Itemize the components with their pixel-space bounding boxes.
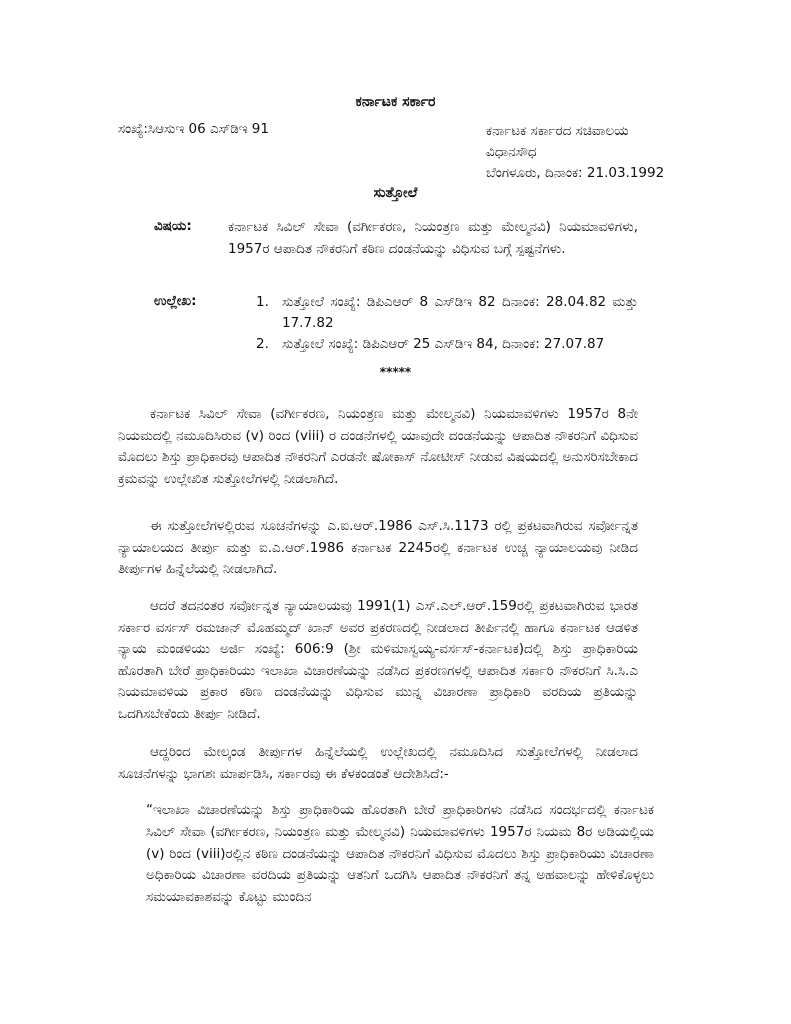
body-paragraph-1: ಕರ್ನಾಟಕ ಸಿವಿಲ್ ಸೇವಾ (ವರ್ಗೀಕರಣ, ನಿಯಂತ್ರಣ ಮತ್ತು ಮೇಲ್ಮನವಿ) ನಿಯಮಾವಳಿಗಳು 1957ರ 8ನೇ ನಿಯಮದಲ್ಲಿ ನಮೂದಿಸಿರುವ (v) ರಿಂದ (viii) ರ ದಂಡನೆಗಳಲ್ಲಿ ಯಾವುದೇ ದಂಡನೆಯನ್ನು ಆಪಾದಿತ ನೌಕರನಿಗೆ ವಿಧಿಸುವ ಮೊದಲು ಶಿಸ್ತು ಪ್ರಾಧಿಕಾರವು ಆಪಾದಿತ ನೌಕರನಿಗೆ ಎರಡನೇ ಷೋಕಾಸ್ ನೋಟೀಸ್ ನೀಡುವ ವಿಷಯದಲ್ಲಿ ಅನುಸರಿಸಬೇಕಾದ ಕ್ರಮವನ್ನು ಉಲ್ಲೇಖಿತ ಸುತ್ತೋಲೆಗಳಲ್ಲಿ ನೀಡಲಾಗಿದೆ.	[118, 406, 638, 487]
order-number: ಸಂಖ್ಯೆ:ಸಿಆಸುಇ 06 ಎಸ್‌ಡಿಇ 91	[118, 121, 269, 137]
office-address	[486, 121, 664, 184]
reference-text: ಸುತ್ತೋಲೆ ಸಂಖ್ಯೆ: ಡಿಪಿಎಆರ್ 8 ಎಸ್‌ಡಿಇ 82 ದಿನಾಂಕ: 28.04.82 ಮತ್ತು 17.7.82	[282, 294, 638, 331]
body-paragraph-4: ಆದ್ದರಿಂದ ಮೇಲ್ಕಂಡ ತೀರ್ಪುಗಳ ಹಿನ್ನೆಲೆಯಲ್ಲಿ ಉಲ್ಲೇಖದಲ್ಲಿ ನಮೂದಿಸಿದ ಸುತ್ತೋಲೆಗಳಲ್ಲಿ ನೀಡಲಾದ ಸೂಚನೆಗಳನ್ನು ಭಾಗಶಃ ಮಾರ್ಪಡಿಸಿ, ಸರ್ಕಾರವು ಈ ಕೆಳಕಂಡಂತೆ ಆದೇಶಿಸಿದೆ:-	[118, 744, 638, 782]
reference-item	[256, 292, 638, 334]
reference-text: ಸುತ್ತೋಲೆ ಸಂಖ್ಯೆ: ಡಿಪಿಎಆರ್ 25 ಎಸ್‌ಡಿಇ 84, ದಿನಾಂಕ: 27.07.87	[282, 336, 605, 352]
body-paragraph-2: ಈ ಸುತ್ತೋಲೆಗಳಲ್ಲಿರುವ ಸೂಚನೆಗಳನ್ನು ಎ.ಐ.ಆರ್.1986 ಎಸ್.ಸಿ.1173 ರಲ್ಲಿ ಪ್ರಕಟವಾಗಿರುವ ಸರ್ವೋನ್ನತ ನ್ಯಾಯಾಲಯದ ತೀರ್ಪು ಮತ್ತು ಐ.ಎ.ಆರ್.1986 ಕರ್ನಾಟಕ 2245ರಲ್ಲಿ ಕರ್ನಾಟಕ ಉಚ್ಚ ನ್ಯಾಯಾಲಯವು ನೀಡಿದ ತೀರ್ಪುಗಳ ಹಿನ್ನೆಲೆಯಲ್ಲಿ ನೀಡಲಾಗಿದೆ.	[118, 518, 638, 577]
reference-label: ಉಲ್ಲೇಖ:	[154, 293, 197, 309]
reference-item	[256, 334, 638, 355]
place-date: ಬೆಂಗಳೂರು, ದಿನಾಂಕ: 21.03.1992	[486, 165, 665, 181]
subject-label: ವಿಷಯ:	[154, 218, 192, 234]
body-paragraph-3: ಆದರೆ ತದನಂತರ ಸರ್ವೋನ್ನತ ನ್ಯಾಯಾಲಯವು 1991(1) ಎಸ್.ಎಲ್.ಆರ್.159ರಲ್ಲಿ ಪ್ರಕಟವಾಗಿರುವ ಭಾರತ ಸರ್ಕಾರ ವರ್ಸಸ್ ರಮಜಾನ್ ಮೊಹಮ್ಮದ್ ಖಾನ್ ಅವರ ಪ್ರಕರಣದಲ್ಲಿ ನೀಡಲಾದ ತೀರ್ಪಿನಲ್ಲಿ ಹಾಗೂ ಕರ್ನಾಟಕ ಆಡಳಿತ ನ್ಯಾಯ ಮಂಡಳಿಯು ಅರ್ಜಿ ಸಂಖ್ಯೆ: 606:9 (ಶ್ರೀ ಮಳಿಮಾಸ್ವಯ್ಯ-ವರ್ಸಸ್-ಕರ್ನಾಟಕ)ದಲ್ಲಿ ಶಿಸ್ತು ಪ್ರಾಧಿಕಾರಿಯ ಹೊರತಾಗಿ ಬೇರೆ ಪ್ರಾಧಿಕಾರಿಯು ಇಲಾಖಾ ವಿಚಾರಣೆಯನ್ನು ನಡೆಸಿದ ಪ್ರಕರಣಗಳಲ್ಲಿ ಆಪಾದಿತ ಸರ್ಕಾರಿ ನೌಕರನಿಗೆ ಸಿ.ಸಿ.ಎ ನಿಯಮಾವಳಿಯ ಪ್ರಕಾರ ಕಠಿಣ ದಂಡನೆಯನ್ನು ವಿಧಿಸುವ ಮುನ್ನ ವಿಚಾರಣಾ ಪ್ರಾಧಿಕಾರಿ ವರದಿಯ ಪ್ರತಿಯನ್ನು ಒದಗಿಸಬೇಕೆಂದು ತೀರ್ಪು ನೀಡಿದೆ.	[118, 598, 638, 722]
office-line-building: ವಿಧಾನಸೌಧ	[486, 144, 537, 160]
section-separator: *****	[379, 365, 412, 379]
reference-number: 1.	[256, 294, 269, 310]
order-quote: “ಇಲಾಖಾ ವಿಚಾರಣೆಯನ್ನು ಶಿಸ್ತು ಪ್ರಾಧಿಕಾರಿಯ ಹೊರತಾಗಿ ಬೇರೆ ಪ್ರಾಧಿಕಾರಿಗಳು ನಡೆಸಿದ ಸಂದರ್ಭದಲ್ಲಿ ಕರ್ನಾಟಕ ಸಿವಿಲ್ ಸೇವಾ (ವರ್ಗೀಕರಣ, ನಿಯಂತ್ರಣ ಮತ್ತು ಮೇಲ್ಮನವಿ) ನಿಯಮಾವಳಿಗಳು 1957ರ ನಿಯಮ 8ರ ಅಡಿಯಲ್ಲಿಯ (v) ರಿಂದ (viii)ರಲ್ಲಿನ ಕಠಿಣ ದಂಡನೆಯನ್ನು ಆಪಾದಿತ ನೌಕರನಿಗೆ ವಿಧಿಸುವ ಮೊದಲು ಶಿಸ್ತು ಪ್ರಾಧಿಕಾರಿಯು ವಿಚಾರಣಾ ಅಧಿಕಾರಿಯ ವಿಚಾರಣಾ ವರದಿಯ ಪ್ರತಿಯನ್ನು ಆತನಿಗೆ ಒದಗಿಸಿ ಆಪಾದಿತ ನೌಕರನಿಗೆ ತನ್ನ ಅಹವಾಲನ್ನು ಹೇಳಿಕೊಳ್ಳಲು ಸಮಯಾವಕಾಶವನ್ನು ಕೊಟ್ಟು ಮುಂದಿನ	[146, 802, 654, 906]
reference-list	[256, 292, 638, 355]
circular-title: ಸುತ್ತೋಲೆ	[373, 185, 418, 201]
government-heading: ಕರ್ನಾಟಕ ಸರ್ಕಾರ	[355, 94, 436, 110]
office-line-secretariat: ಕರ್ನಾಟಕ ಸರ್ಕಾರದ ಸಚಿವಾಲಯ	[486, 123, 629, 139]
subject-text: ಕರ್ನಾಟಕ ಸಿವಿಲ್ ಸೇವಾ (ವರ್ಗೀಕರಣ, ನಿಯಂತ್ರಣ ಮತ್ತು ಮೇಲ್ಮನವಿ) ನಿಯಮಾವಳಿಗಳು, 1957ರ ಆಪಾದಿತ ನೌಕರನಿಗೆ ಕಠಿಣ ದಂಡನೆಯನ್ನು ವಿಧಿಸುವ ಬಗ್ಗೆ ಸ್ಪಷ್ಟನೆಗಳು.	[228, 219, 638, 257]
reference-number: 2.	[256, 336, 269, 352]
